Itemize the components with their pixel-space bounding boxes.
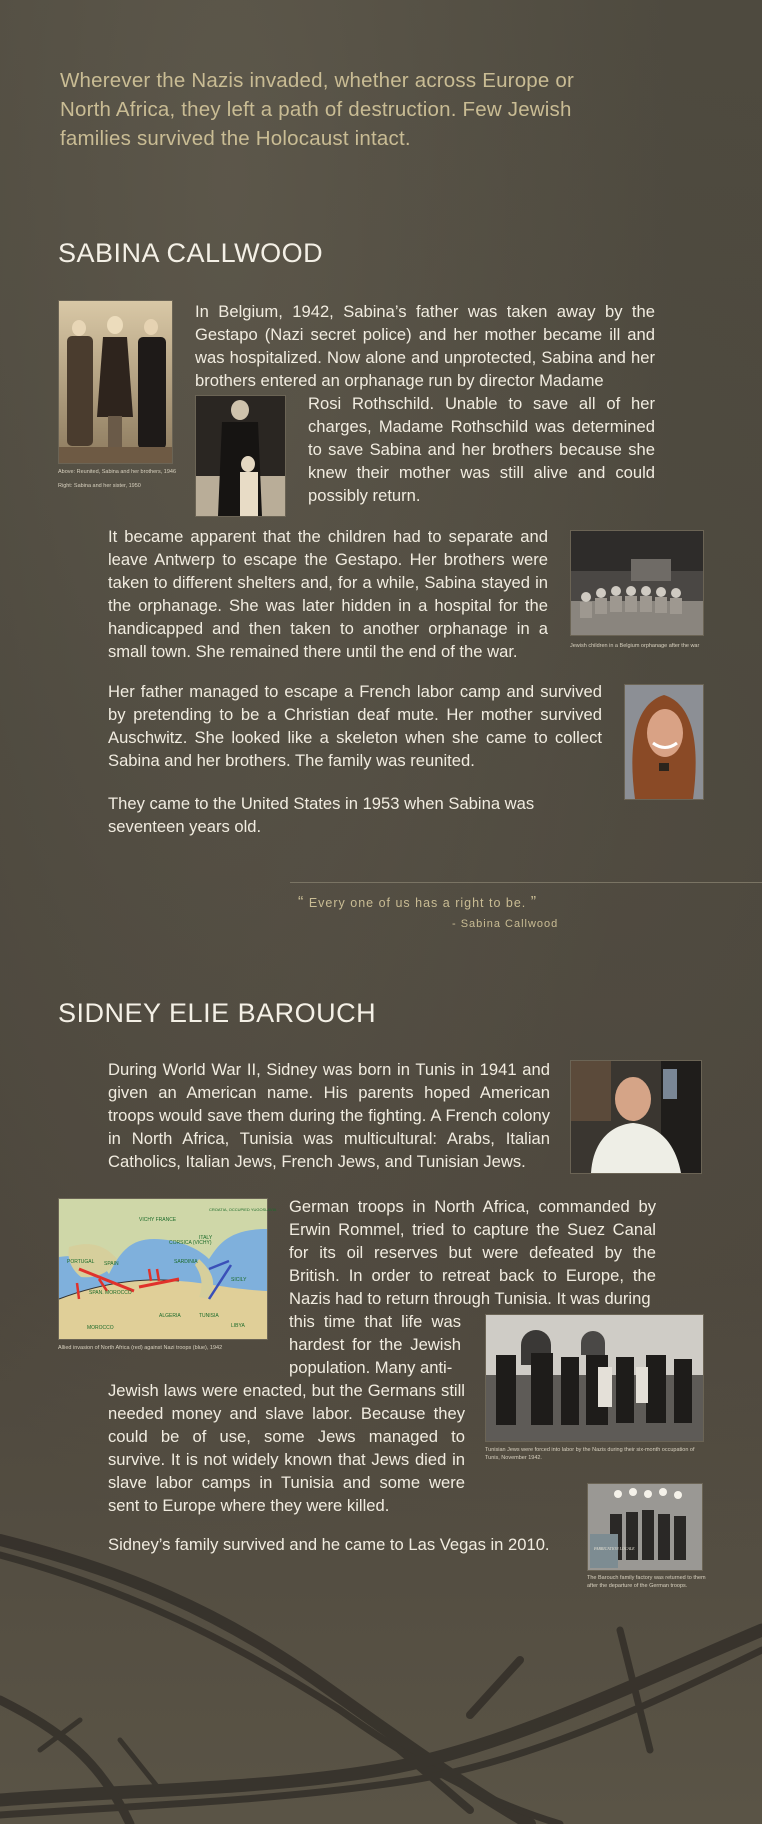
photo-sabina-brothers bbox=[58, 300, 173, 464]
map-label-sardinia: SARDINIA bbox=[174, 1259, 198, 1265]
caption-tunisian-labor: Tunisian Jews were forced into labor by the Nazis during their six-month occupation of Tunis, November 1942. bbox=[485, 1447, 695, 1461]
map-label-tunisia: TUNISIA bbox=[199, 1313, 219, 1319]
map-label-algeria: ALGERIA bbox=[159, 1313, 181, 1319]
caption-barouch-factory: The Barouch family factory was returned to them after the departure of the German troops. bbox=[587, 1575, 706, 1589]
quote-divider bbox=[290, 882, 762, 883]
photo-sidney-portrait bbox=[570, 1060, 702, 1174]
photo-orphanage bbox=[570, 530, 704, 636]
quote-text: Every one of us has a right to be. bbox=[308, 896, 527, 910]
map-label-morocco: MOROCCO bbox=[87, 1325, 114, 1331]
map-label-spain: SPAIN bbox=[104, 1261, 119, 1267]
photo-sabina-portrait bbox=[624, 684, 704, 800]
sabina-paragraph-2: It became apparent that the children had to separate and leave Antwerp to escape the Gestapo. Her brothers were taken to different shelters and, for a while, Sabina stayed in the orphanage. She was later hidden in a hospital for the handicapped and then taken to another orphanage in a small town. She remained there until the end of the war. bbox=[108, 527, 548, 661]
sabina-paragraph-1-top: In Belgium, 1942, Sabina’s father was taken away by the Gestapo (Nazi secret police) and her mother became ill and was hospitalized. Now alone and unprotected, Sabina and her brothers entered an orphanage run by director Madame bbox=[195, 302, 655, 390]
sidney-paragraph-2-mid: this time that life was hardest for the Jewish population. Many anti- bbox=[289, 1312, 461, 1377]
map-label-corsica: CORSICA (VICHY) bbox=[169, 1240, 212, 1246]
caption-map: Allied invasion of North Africa (red) against Nazi troops (blue), 1942 bbox=[58, 1345, 223, 1351]
sabina-title: SABINA CALLWOOD bbox=[58, 238, 324, 268]
sabina-quote bbox=[298, 894, 537, 912]
sidney-paragraph-2-top: German troops in North Africa, commanded by Erwin Rommel, tried to capture the Suez Canal for its oil reserves but were defeated by the British. In order to retreat back to Europe, the Nazis had to return through Tunisia. It was during bbox=[289, 1197, 656, 1308]
map-label-vichy: VICHY FRANCE bbox=[139, 1217, 177, 1223]
map-label-croatia: CROATIA, OCCUPIED YUGOSLAVIA bbox=[209, 1207, 277, 1212]
map-label-sicily: SICILY bbox=[231, 1277, 247, 1283]
sabina-paragraph-4: They came to the United States in 1953 when Sabina was seventeen years old. bbox=[108, 794, 535, 836]
intro-text: Wherever the Nazis invaded, whether across Europe or North Africa, they left a path of destruction. Few Jewish families survived the Holocaust intact. bbox=[60, 69, 575, 150]
sidney-paragraph-3: Sidney’s family survived and he came to Las Vegas in 2010. bbox=[108, 1535, 550, 1554]
photo-sabina-sister bbox=[195, 395, 286, 517]
quote-attribution: - Sabina Callwood bbox=[452, 918, 559, 930]
photo-tunisian-labor bbox=[485, 1314, 704, 1442]
sidney-paragraph-2-bottom: Jewish laws were enacted, but the Germans still needed money and slave labor. Because they could be of use, some Jews managed to survive. It is not widely known that Jews died in slave labor camps in Tunisia and some were sent to Europe where they were killed. bbox=[108, 1381, 465, 1515]
caption-orphanage: Jewish children in a Belgium orphanage after the war bbox=[570, 643, 700, 649]
caption-sabina-brothers: Above: Reunited, Sabina and her brothers, 1946 bbox=[58, 469, 177, 475]
photo-barouch-factory bbox=[587, 1483, 703, 1571]
map-label-span-morocco: SPAN. MOROCCO bbox=[89, 1290, 132, 1296]
sabina-paragraph-1-bottom: Rosi Rothschild. Unable to save all of her charges, Madame Rothschild was determined to save Sabina and her brothers because she knew their mother was still alive and could possibly return. bbox=[308, 394, 655, 505]
open-quote-mark: “ bbox=[298, 894, 305, 911]
map-label-libya: LIBYA bbox=[231, 1323, 245, 1329]
map-north-africa bbox=[58, 1198, 277, 1340]
factory-sign: FABRICATION LOCALE bbox=[594, 1546, 635, 1551]
sidney-title: SIDNEY ELIE BAROUCH bbox=[58, 998, 377, 1028]
sabina-paragraph-3: Her father managed to escape a French labor camp and survived by pretending to be a Christian deaf mute. Her mother survived Auschwitz. She looked like a skeleton when she came to collect Sabina and her brothers. The family was reunited. bbox=[108, 682, 602, 770]
map-label-italy: ITALY bbox=[199, 1235, 213, 1241]
sidney-paragraph-1: During World War II, Sidney was born in Tunis in 1941 and given an American name. His parents hoped American troops would save them during the fighting. A French colony in North Africa, Tunisia was multicultural: Arabs, Italian Catholics, Italian Jews, French Jews, and Tunisian Jews. bbox=[108, 1060, 550, 1171]
map-label-portugal: PORTUGAL bbox=[67, 1259, 95, 1265]
caption-sabina-sister: Right: Sabina and her sister, 1950 bbox=[58, 483, 141, 489]
close-quote-mark: ” bbox=[530, 894, 538, 911]
